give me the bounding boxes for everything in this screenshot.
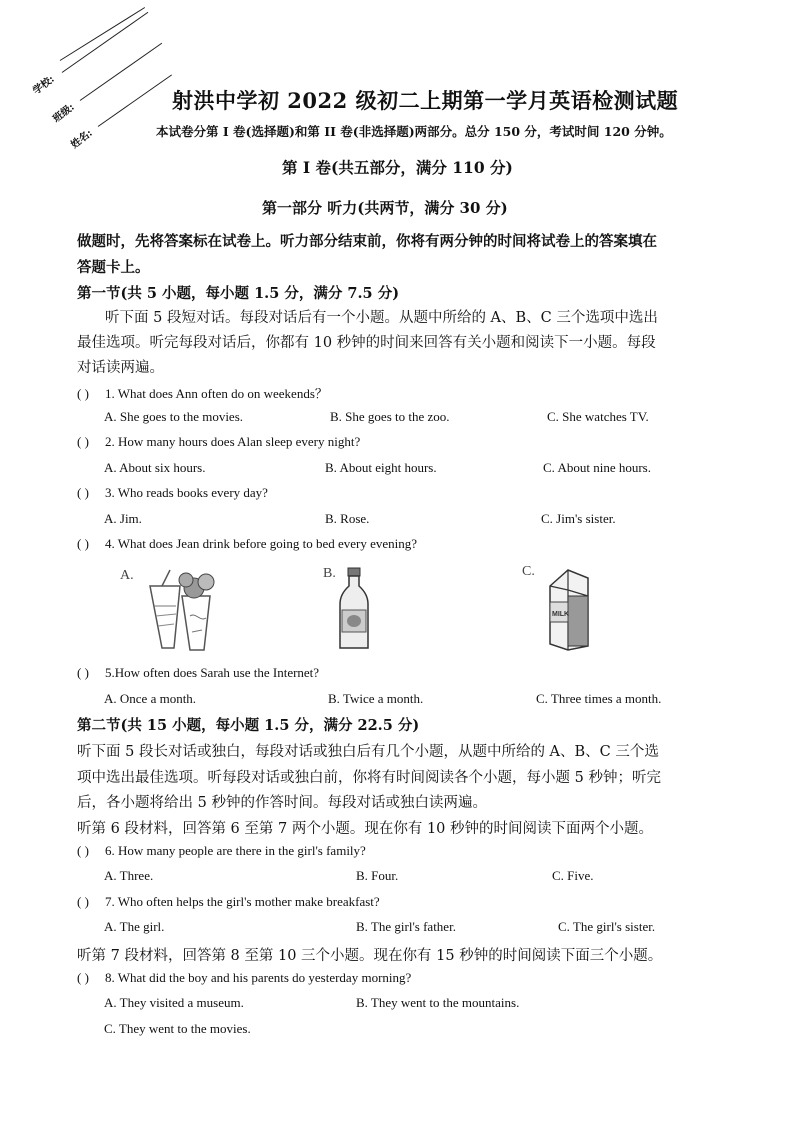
top-cut-line <box>60 7 145 61</box>
part1-instruction-2: 答题卡上。 <box>77 259 150 276</box>
section1-heading: 第一节(共 5 小题，每小题 1.5 分，满分 7.5 分) <box>77 285 400 302</box>
section1-desc-1: 听下面 5 段短对话。每段对话后有一个小题。从题中所给的 A、B、C 三个选项中选出 <box>105 310 658 326</box>
answer-blank-2[interactable]: ( ) <box>77 434 89 449</box>
q7-option-c: C. The girl's sister. <box>558 919 656 934</box>
answer-blank-3[interactable]: ( ) <box>77 485 89 500</box>
q6-option-b: B. Four. <box>356 868 399 883</box>
answer-blank-5[interactable]: ( ) <box>77 665 89 680</box>
answer-blank-7[interactable]: ( ) <box>77 894 89 909</box>
name-field-line[interactable] <box>98 74 172 126</box>
q5-option-a: A. Once a month. <box>104 691 197 706</box>
question-6: ( ) 6. How many people are there in the girl's family? <box>77 843 366 858</box>
q1-option-b: B. She goes to the zoo. <box>330 409 450 424</box>
q8-option-a: A. They visited a museum. <box>104 995 244 1010</box>
part1-heading: 第一部分 听力(共两节，满分 30 分) <box>262 199 508 217</box>
school-field-line[interactable] <box>62 12 149 73</box>
q4-option-c: C. <box>522 564 535 579</box>
material-6-instruction: 听第 6 段材料，回答第 6 至第 7 两个小题。现在你有 10 秒钟的时间阅读下面两个小题。 <box>77 821 653 837</box>
page-subtitle: 本试卷分第 I 卷(选择题)和第 II 卷(非选择题)两部分。总分 150 分，考试时间 120 分钟。 <box>156 124 672 139</box>
section2-desc-2: 项中选出最佳选项。听每段对话或独白前，你将有时间阅读各个小题，每小题 5 秒钟；听完 <box>77 770 661 786</box>
q7-option-b: B. The girl's father. <box>356 919 456 934</box>
question-1: ( ) 1. What does Ann often do on weekends？ <box>77 386 328 401</box>
q1-option-a: A. She goes to the movies. <box>104 409 244 424</box>
q8-option-c: C. They went to the movies. <box>104 1021 251 1036</box>
section1-desc-2: 最佳选项。听完每段对话后，你都有 10 秒钟的时间来回答有关小题和阅读下一小题。每段 <box>77 335 656 351</box>
question-8: ( ) 8. What did the boy and his parents do yesterday morning? <box>77 970 412 985</box>
class-label: 班级: <box>51 101 77 125</box>
question-2: ( ) 2. How many hours does Alan sleep every night? <box>77 434 361 449</box>
section2-desc-3: 后，各小题将给出 5 秒钟的作答时间。每段对话或独白读两遍。 <box>77 795 487 811</box>
question-4: ( ) 4. What does Jean drink before going to bed every evening? <box>77 536 418 551</box>
q5-option-c: C. Three times a month. <box>536 691 662 706</box>
school-label: 学校: <box>31 73 57 97</box>
q7-option-a: A. The girl. <box>104 919 165 934</box>
q3-option-a: A. Jim. <box>104 511 142 526</box>
q2-option-b: B. About eight hours. <box>325 460 437 475</box>
juice-glasses-image <box>140 566 220 656</box>
material-7-instruction: 听第 7 段材料，回答第 8 至第 10 三个小题。现在你有 15 秒钟的时间阅读下面三个小题。 <box>77 948 663 964</box>
part1-instruction-1: 做题时，先将答案标在试卷上。听力部分结束前，你将有两分钟的时间将试卷上的答案填在 <box>77 233 657 250</box>
answer-blank-6[interactable]: ( ) <box>77 843 89 858</box>
page-title: 射洪中学初 2022 级初二上期第一学月英语检测试题 <box>172 88 679 113</box>
volume1-heading: 第 I 卷(共五部分，满分 110 分) <box>282 158 513 177</box>
answer-blank-1[interactable]: ( ) <box>77 386 89 401</box>
q5-option-b: B. Twice a month. <box>328 691 424 706</box>
section1-desc-3: 对话读两遍。 <box>77 360 164 376</box>
answer-blank-4[interactable]: ( ) <box>77 536 89 551</box>
q3-option-c: C. Jim's sister. <box>541 511 616 526</box>
q1-option-c: C. She watches TV. <box>547 409 649 424</box>
section2-heading: 第二节(共 15 小题，每小题 1.5 分，满分 22.5 分) <box>77 717 420 734</box>
question-3: ( ) 3. Who reads books every day? <box>77 485 268 500</box>
answer-blank-8[interactable]: ( ) <box>77 970 89 985</box>
name-label: 姓名: <box>69 127 95 151</box>
q4-option-a: A. <box>120 568 134 583</box>
q2-option-c: C. About nine hours. <box>543 460 651 475</box>
q3-option-b: B. Rose. <box>325 511 370 526</box>
bottle-image <box>334 566 374 652</box>
q6-option-c: C. Five. <box>552 868 594 883</box>
question-5: ( ) 5.How often does Sarah use the Internet? <box>77 665 320 680</box>
q2-option-a: A. About six hours. <box>104 460 206 475</box>
question-7: ( ) 7. Who often helps the girl's mother make breakfast? <box>77 894 380 909</box>
milk-carton-label: MILK <box>552 611 570 618</box>
q4-option-b: B. <box>323 566 336 581</box>
section2-desc-1: 听下面 5 段长对话或独白，每段对话或独白后有几个小题，从题中所给的 A、B、C 三个选 <box>77 744 659 760</box>
milk-carton-image <box>544 566 594 652</box>
q8-option-b: B. They went to the mountains. <box>356 995 520 1010</box>
q6-option-a: A. Three. <box>104 868 154 883</box>
